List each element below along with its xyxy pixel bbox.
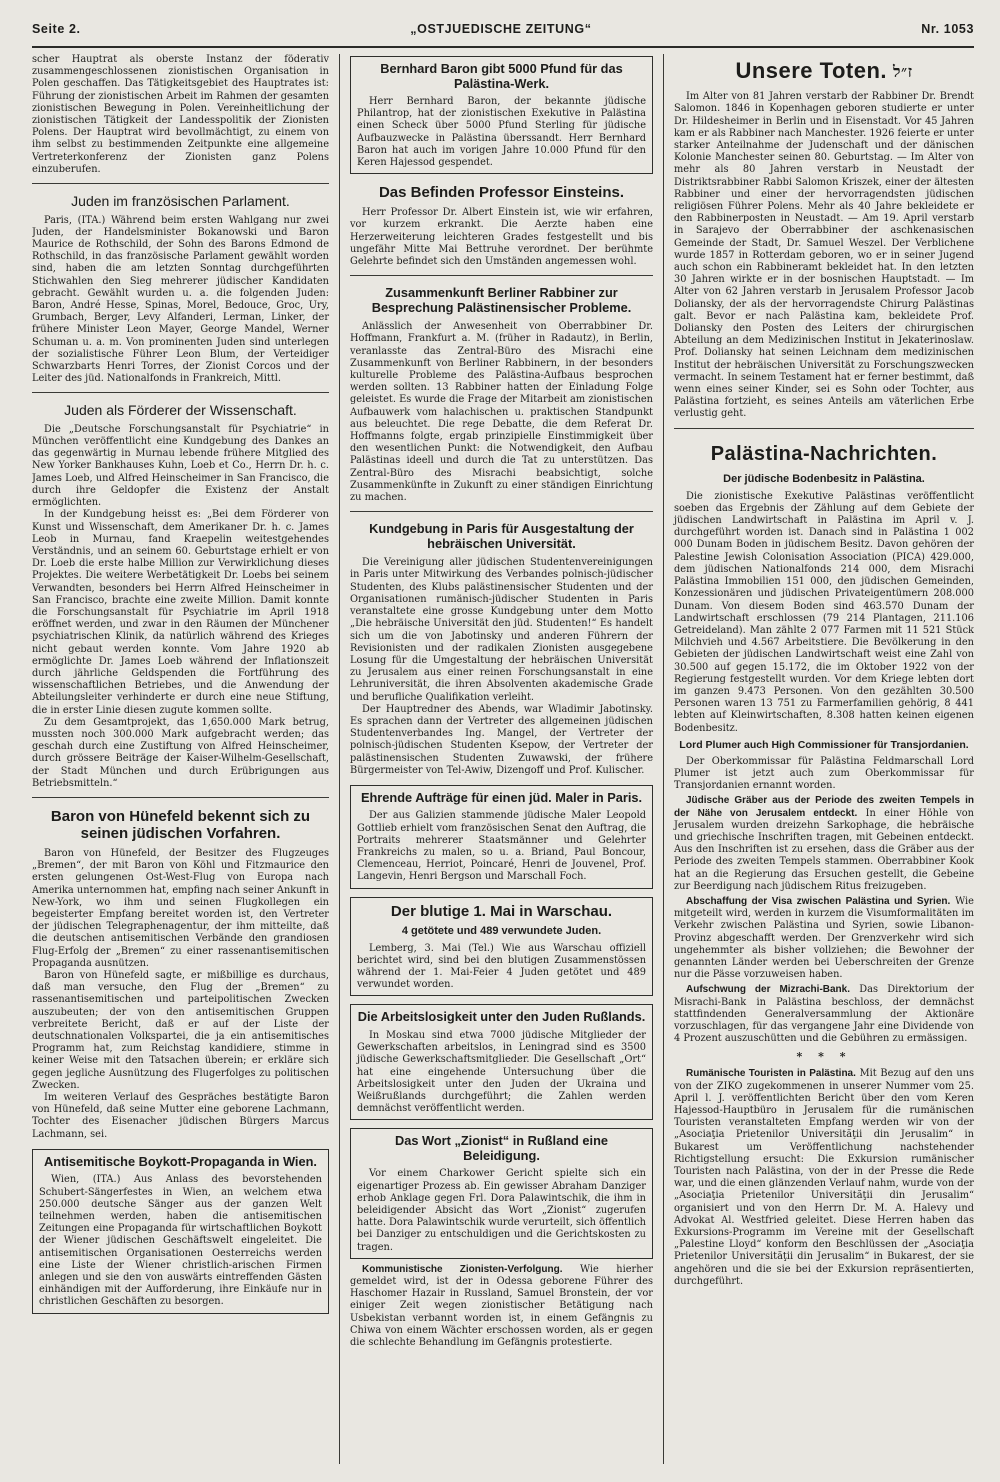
article-headline: Der blutige 1. Mai in Warschau.	[390, 902, 613, 920]
column-middle	[339, 54, 663, 1464]
column-grid	[32, 54, 974, 1464]
column-right	[663, 54, 974, 1464]
article-separator	[674, 428, 974, 429]
article-headline: Das Befinden Professor Einsteins.	[378, 184, 625, 202]
boxed-article	[350, 785, 653, 889]
runin-headline: Abschaffung der Visa zwischen Palästina und Syrien.	[686, 895, 951, 907]
article-separator	[350, 511, 653, 512]
article-paragraph: Herr Bernhard Baron, der bekannte jüdische Philantrop, hat der zionistischen Exekutive in Palästina einen Scheck über 5000 Pfund Sterling für jüdische Aufbauzwecke in Palästina überssandt. Herr Bernhard Baron hat auch im vorigen Jahre 10.000 Pfund für den Keren Hajessod gespendet.	[357, 96, 646, 169]
article-headline: Juden als Förderer der Wissenschaft.	[64, 402, 297, 419]
column-left	[32, 54, 339, 1464]
article-paragraph: Im Alter von 81 Jahren verstarb der Rabbiner Dr. Brendt Salomon. 1846 in Kopenhagen geboren studierte er unter Dr. Hildesheimer in Berlin und in Eisenstadt. Vor 45 Jahren kam er als Rabbiner nach Manchester. 1926 feierte er unter starker Anteilnahme der Judenschaft und der dänischen Kolonie Manchester seinen 80. Geburtstag. — Im Alter von mehr als 80 Jahren verstarb in Neustadt der Distriktsrabbiner Rabbi Salomon Kriszek, einer der ältesten Rabbiner und einer der hervorragendsten jüdischen religiösen Führer Polens. Mehr als 40 Jahre bekleidete er den Rabbinerposten in Neustadt. — Am 19. April verstarb in Sarajevo der Oberrabbiner der aschkenasischen Gemeinde der Stadt, Dr. Samuel Weszel. Der Verblichene wurde 1857 in Rotterdam geboren, wo er in seiner Jugend auch schon ein Rabbineramt bekleidet hat. In den letzten 30 Jahren wirkte er in der bosnischen Hauptstadt. — Im Alter von 62 Jahren verstarb in Jerusalem Professor Jacob Doliansky, der als der hervorragendste Chirurg Palästinas galt. Bevor er nach Palästina kam, bekleidete Prof. Doliansky den Posten des Leiters der chirurgischen Abteilung an dem Medizinischen Institut in Jekaterinoslaw. Prof. Doliansky hat seinen Leichnam dem medizinischen Institut der hebräischen Universität zu Forschungszwecken vermacht. In seinem Testament hat er ferner bestimmt, daß wenn eines seiner Kinder, sei es Sohn oder Tochter, aus Palästina fortzieht, es seines Anteils am väterlichen Erbe verlustig geht.	[674, 91, 974, 420]
article-separator	[32, 183, 329, 184]
boxed-article	[32, 1149, 329, 1314]
article-headline: Antisemitische Boykott-Propaganda in Wien.	[44, 1153, 317, 1169]
article-separator	[350, 275, 653, 276]
article-text: In einer Höhle von Jerusalem wurden dreizehn Sarkophage, die hebräische und griechische Inschriften tragen, mit Gebeinen entdeckt. Aus den Inschriften ist zu ersehen, dass die Gräber aus der Periode des zweiten Tempels stammen. Oberrabbiner Kook hat an die Regierung das Ersuchen gestellt, die Gebeine zur Beerdigung nach jüdischem Ritus freizugeben.	[674, 807, 974, 892]
article-paragraph	[350, 1264, 653, 1349]
article-headline: Bernhard Baron gibt 5000 Pfund für das Palästina-Werk.	[380, 61, 623, 91]
header-rule	[32, 46, 974, 48]
section-title-text: Unsere Toten.	[735, 58, 888, 83]
page-header	[32, 22, 974, 44]
article-separator	[32, 392, 329, 393]
newspaper-title: „OSTJUEDISCHE ZEITUNG“	[410, 22, 592, 36]
article-paragraph	[674, 984, 974, 1045]
article-subheadline: Der jüdische Bodenbesitz in Palästina.	[723, 472, 925, 485]
article-headline: Das Wort „Zionist“ in Rußland eine Beleidigung.	[394, 1133, 609, 1163]
article-continuation: scher Hauptrat als oberste Instanz der föderativ zusammengeschlossenen zionistischen Organisation in Polen geschaffen. Das Tätigkeitsgebiet des Hauptrates ist: Führung der zionistischen Arbeit im Rahmen der gesamten zionistischen Bewegung in Polen. Vereinheitlichung der zionistischen Tätigkeit der Landesspolitik der Zionisten Polens. Der Hauptrat wird bevollmächtigt, zu einem von ihm selbst zu bestimmenden Zeitpunkte eine allgemeine Vertreterkonferenz der Zionisten ganz Polens einzuberufen.	[32, 54, 329, 175]
article-headline: Juden im französischen Parlament.	[71, 193, 290, 210]
article-separator	[32, 797, 329, 798]
boxed-article	[350, 1128, 653, 1258]
article-paragraph: In der Kundgebung heisst es: „Bei dem Förderer von Kunst und Wissenschaft, dem Amerikaner Dr. h. c. James Leob in Murnau, fand Kraepelin weitestgehendes Verständnis, und an seinem 60. Geburtstage erhielt er von Dr. Loeb die erste halbe Million zur Verwirklichung dieses Projektes. Die weitere Werbetätigkeit Dr. Loebs bei seinem Verwandten, besonders bei Herrn Alfred Heinscheimer in San Francisco, brachte eine zweite Million. Damit konnte die Forschungsanstalt für Psychiatrie im April 1918 eröffnet werden, und zwar in den Räumen der Münchener psychiatrischen Klinik, da natürlich während des Krieges nicht gebaut werden konnte. Vom Jahre 1920 ab ermöglichte Dr. James Loeb während der Inflationszeit durch jährliche Geldspenden die Fortführung des wissenschaftlichen Betriebes, und die Anwendung der Abteilungsleiter verhinderte er durch eine neue Stiftung, die in erster Linie diesen zugute kommen sollte.	[32, 509, 329, 716]
article-paragraph: Der Hauptredner des Abends, war Wladimir Jabotinsky. Es sprachen dann der Vertreter des allgemeinen jüdischen Studentenverbandes Ing. Mangel, der Vertreter der polnisch-jüdischen Studenten Ksepow, der Vertreter der palästinensischen Studenten Zuwawski, der frühere Bürgermeister von Tel-Awiw, Dizengoff und Prof. Kulischer.	[350, 703, 653, 776]
page-number: Seite 2.	[32, 22, 81, 36]
article-paragraph: Die Vereinigung aller jüdischen Studentenvereinigungen in Paris unter Mitwirkung des Verbandes polnisch-jüdischer Studenten, des Klubs palästinensischer Studenten und der Organisationen rumänisch-jüdischer Studenten in Paris veranstaltete eine grosse Kundgebung unter dem Motto „Die hebräische Universität den jüd. Studenten!“ Es handelt sich um die von Jabotinsky und anderen Führern der Revisionisten und der radikalen Zionisten ausgegebene Losung für die Umgestaltung der hebräischen Universität zu Jerusalem aus einer reinen Forschungsanstalt in eine Lehruniversität, die ihren Absolventen akademische Grade und berufliche Qualifikation verleiht.	[350, 557, 653, 703]
runin-headline: Kommunistische Zionisten-Verfolgung.	[362, 1263, 563, 1275]
article-paragraph: Vor einem Charkower Gericht spielte sich ein eigenartiger Prozess ab. Ein gewisser Abraham Danziger erhob Anklage gegen Frl. Dora Palawintschik, die ihm in beleidigender Absicht das Wort „Zionist“ zugerufen hatte. Dora Palawintschik wurde verurteilt, sich öffentlich bei Danziger zu entschuldigen und die Gerichtskosten zu tragen.	[357, 1168, 646, 1253]
article-paragraph: Im weiteren Verlauf des Gespräches bestätigte Baron von Hünefeld, daß seine Mutter eine geborene Lachmann, Tochter des Eisenacher jüdischen Bürgers Marcus Lachmann, sei.	[32, 1092, 329, 1140]
article-paragraph: Der Oberkommissar für Palästina Feldmarschall Lord Plumer ist jetzt auch zum Oberkommissar für Transjordanien ernannt worden.	[674, 755, 974, 792]
article-text: Wie hierher gemeldet wird, ist der in Odessa geborene Führer des Haschomer Hazair in Russland, Samuel Bronstein, der vor einiger Zeit wegen zionistischer Betätigung nach Usbekistan verbannt worden ist, in einem Gefängnis zu Chiwa von einem Wächter erschossen worden, als er gegen die schlechte Behandlung im Gefängnis protestierte.	[350, 1263, 653, 1349]
article-paragraph: Anlässlich der Anwesenheit von Oberrabbiner Dr. Hoffmann, Frankfurt a. M. (früher in Radautz), in Berlin, veranlasste das Zentral-Büro des Misrachi eine Zusammenkunft von Berliner Rabbinern, in der besonders kulturelle Probleme des Palästina-Aufbaus besprochen werden sollten. 13 Rabbiner hatten der Einladung Folge geleistet. Es wurde die Frage der Mitarbeit am zionistischen Aufbauwerk vom halachischen u. praktischen Standpunkt aus beleuchtet. Die rege Debatte, die dem Referat Dr. Hoffmanns folgte, ergab prinzipielle Einstimmigkeit über den wesentlichen Punkt: die Notwendigkeit, den Aufbau Palästinas ideell und durch die Tat zu unterstützen. Das Zentral-Büro des Misrachi beabsichtigt, solche Zusammenkünfte in Zukunft zu einer ständigen Einrichtung zu machen.	[350, 321, 653, 504]
article-paragraph: In Moskau sind etwa 7000 jüdische Mitglieder der Gewerkschaften arbeitslos, in Leningrad sind es 3500 jüdische Gewerkschaftsmitglieder. Die Gesellschaft „Ort“ hat eine eingehende Untersuchung über die Arbeitslosigkeit unter den Juden der Ukraina und Weißrußlands durchgeführt; die Zahlen werden demnächst veröffentlicht werden.	[357, 1029, 646, 1115]
article-subheadline: 4 getötete und 489 verwundete Juden.	[401, 924, 602, 937]
article-headline: Ehrende Aufträge für einen jüd. Maler in Paris.	[360, 789, 643, 805]
article-paragraph	[674, 795, 974, 893]
article-text: Wie mitgeteilt wird, werden in kurzem die Visumformalitäten im Verkehr zwischen Palästina und Syrien, sowie Libanon-Provinz abgeschafft werden. Der Grenzverkehr wird sich ungehemmter als bisher vollziehen; die Bewohner der genannten Länder werden bei Ueberschreiten der Grenze nur die Pässe vorzuweisen haben.	[674, 895, 974, 981]
article-paragraph: Baron von Hünefeld sagte, er mißbillige es durchaus, daß man versuche, den Flug der „Bremen“ zu rassenantisemitischen und parteipolitischen Zwecken auszubeuten; der von den antisemitischen Gruppen verbreitete Bericht, daß er auf der Liste der deutschnationalen Volkspartei, die ja ein antisemitisches Programm hat, zum Reichstag kandidiere, stimme in keiner Weise mit den Tatsachen überein; er erkläre sich gegen jegliche Ausnützung des Flugerfolges zu politischen Zwecken.	[32, 970, 329, 1091]
boxed-article	[350, 56, 653, 174]
article-text: Das Direktorium der Misrachi-Bank in Palästina beschloss, der demnächst stattfindenden Generalversammlung der Aktionäre vorzuschlagen, für das vergangene Jahr eine Dividende von 4 Prozent auszuschütten und die Gebühren zu ermässigen.	[674, 984, 974, 1045]
article-paragraph	[674, 896, 974, 981]
article-headline: Zusammenkunft Berliner Rabbiner zur Besprechung Palästinensischer Probleme.	[371, 285, 632, 315]
article-paragraph: Wien, (ITA.) Aus Anlass des bevorstehenden Schubert-Sängerfestes in Wien, an welchem etwa 250.000 deutsche Sänger aus der ganzen Welt teilnehmen werden, haben die antisemitischen Zeitungen eine Propaganda für wirtschaftlichen Boykott der Wiener jüdischen Geschäftswelt eingeleitet. Die antisemitischen Organisationen Oesterreichs werden eine Liste der Wiener christlich-arischen Firmen anlegen und sie den von auswärts eintreffenden Gästen einhändigen mit der Aufforderung, ihre Einkäufe nur in christlichen Geschäften zu besorgen.	[39, 1174, 322, 1308]
issue-number: Nr. 1053	[921, 22, 974, 36]
section-divider-stars: * * *	[796, 1050, 852, 1064]
article-paragraph: Der aus Galizien stammende jüdische Maler Leopold Gottlieb erhielt vom französischen Senat den Auftrag, die Portraits mehrerer Staatsmänner und Gelehrter Frankreichs zu malen, so u. a. Briand, Paul Boncour, Clemenceau, Herriot, Poincaré, Henri de Jouvenel, Prof. Langevin, Henri Bergson und Marschall Foch.	[357, 810, 646, 883]
section-title: Palästina-Nachrichten.	[710, 442, 938, 465]
runin-headline: Jüdische Gräber aus der Periode des zweiten Tempels in der Nähe von Jerusalem entdeckt.	[674, 795, 974, 819]
article-text: Mit Bezug auf den uns von der ZIKO zugekommenen in unserer Nummer vom 25. April l. J. veröffentlichten Bericht über den vom Keren Hajessod-Hauptbüro in Jerusalem für die rumänischen Touristen veranstalteten Empfang werden wir von der „Asociaţia Prietenilor Universităţii din Jerusalim“ in Bukarest um Veröffentlichung nachstehender Richtigstellung ersucht: Die Exkursion rumänischer Touristen nach Palästina, von der in der Presse die Rede war, und die einen glänzenden Verlauf nahm, wurde von der „Asociaţia Prietenilor Universităţii din Jerusalim“ organisiert und von den Herrn Dr. M. A. Halevy und Advokat Al. Westfried geleitet. Diese Herren haben das Exkursions-Programm im Vereine mit der Gesellschaft „Palestine Lloyd“ konform den Beschlüssen der „Asociaţia Prietenilor Universităţii din Jerusalim“ in Bukarest, der sie angehören und die sie bei der Exkursion repräsentierten, durchgeführt.	[674, 1068, 974, 1287]
hebrew-abbreviation: ז״ל	[893, 62, 913, 82]
article-paragraph: Paris, (ITA.) Während beim ersten Wahlgang nur zwei Juden, der Handelsminister Bokanowski und Baron Maurice de Rothschild, der Sohn des Barons Edmond de Rothschild, in das französische Parlament gewählt worden sind, haben die am letzten Sonntag durchgeführten Stichwahlen den Sieg mehrerer jüdischer Kandidaten gebracht. Gewählt wurden u. a. die folgenden Juden: Baron, André Hesse, Spinas, Morel, Bedouce, Groc, Ury, Grumbach, Berger, Levy Alfanderi, Lerman, Linker, der frühere Minister Leon Mayer, George Mandel, Werner Schuman u. a. m. Von prominenten Juden sind unterlegen der sozialistische Führer Leon Blum, der Verteidiger Schwarzbarts Henri Torres, der Zionist Corcos und der Leiter des jüd. Nationalfonds in Frankreich, Mittl.	[32, 214, 329, 385]
article-paragraph: Lemberg, 3. Mai (Tel.) Wie aus Warschau offiziell berichtet wird, sind bei den blutigen Zusammenstössen während der 1. Mai-Feier 4 Juden getötet und 489 verwundet worden.	[357, 942, 646, 991]
article-headline: Die Arbeitslosigkeit unter den Juden Rußlands.	[357, 1009, 646, 1025]
boxed-article	[350, 897, 653, 997]
runin-headline: Aufschwung der Mizrachi-Bank.	[686, 984, 851, 996]
article-paragraph: Herr Professor Dr. Albert Einstein ist, wie wir erfahren, vor kurzem erkrankt. Die Aerzte haben eine Herzerweiterung leichteren Grades festgestellt und bis ungefähr Mitte Mai Bettruhe verordnet. Der berühmte Gelehrte befindet sich den Umständen angemessen wohl.	[350, 207, 653, 268]
article-paragraph: Zu dem Gesamtprojekt, das 1,650.000 Mark betrug, mussten noch 300.000 Mark aufgebracht werden; das geschah durch eine Zustiftung von Alfred Heinscheimer, durch grössere Beiträge der Kaiser-Wilhelm-Gesellschaft, der Stadt München und durch Erübrigungen aus Betriebsmitteln.“	[32, 716, 329, 789]
article-paragraph: Baron von Hünefeld, der Besitzer des Flugzeuges „Bremen“, der mit Baron von Köhl und Fitzmaurice den ersten gelungenen Ost-West-Flug von Europa nach Amerika unternommen hat, empfing nach seiner Ankunft in New-York, wo ihm und seinen Flugkollegen ein begeisterter Empfang bereitet worden ist, den Vertreter der jüdischen Telegraphenagentur, der ihm mitteilte, daß die deutschen antisemitischen Verbände den grandiosen Flug-Erfolg der „Bremen“ zu einer rassenantisemitischen Propaganda ausnützen.	[32, 847, 329, 969]
article-paragraph: Die zionistische Exekutive Palästinas veröffentlicht soeben das Ergebnis der Zählung auf dem Gebiete der jüdischen Landwirtschaft in Palästina im April v. J. durchgeführt worden ist. Danach sind in Palästina 1 002 000 Dunam Boden in jüdischem Besitz. Davon gehören der Palestine Jewish Colonisation Association (PICA) 429.000, dem jüdischen Nationalfonds 214 000, dem Misrachi Palästina Immobilien 151 000, den jüdischen Gemeinden, Konzessionären und jüdischen Privateigentümern 208.000 Dunam. Von diesem Boden sind 463.570 Dunam der Landwirtschaft erschlossen (79 214 Plantagen, 211.106 Getreideland). Man zählte 2 077 Farmen mit 11 521 Stück Milchvieh und 4.567 Arbeitstiere. Die Bevölkerung in den Gebieten der jüdischen Landwirtschaft weist eine Zahl von 30.500 auf gegen 15.172, die im Oktober 1922 von der Regierung festgestellt wurden. Vor dem Kriege lebten dort im ganzen 9.473 Personen. Von den gezählten 30.500 Personen waren 13 751 zu Farmerfamilien gehörig, 8 441 lebten auf Kleinwirtschaften, 8.308 hatten keinen eigenen Bodenbesitz.	[674, 490, 974, 734]
boxed-article	[350, 1004, 653, 1120]
article-headline: Kundgebung in Paris für Ausgestaltung der hebräischen Universität.	[369, 521, 634, 551]
runin-headline: Rumänische Touristen in Palästina.	[686, 1068, 856, 1080]
article-paragraph: Die „Deutsche Forschungsanstalt für Psychiatrie“ in München veröffentlicht eine Kundgebung des Dankes an das gegenwärtig in Murnau lebende frühere Mitglied des New Yorker Bankhauses Kuhn, Loeb et Co., Herrn Dr. h. c. James Loeb, und Alfred Heinscheimer in San Francisco, die durch ihre Geldopfer die Existenz der Anstalt ermöglichten.	[32, 423, 329, 509]
section-title	[674, 58, 974, 85]
runin-headline: Lord Plumer auch High Commissioner für Transjordanien.	[679, 738, 969, 751]
article-headline: Baron von Hünefeld bekennt sich zu seinen jüdischen Vorfahren.	[50, 807, 311, 842]
article-paragraph	[674, 1068, 974, 1288]
